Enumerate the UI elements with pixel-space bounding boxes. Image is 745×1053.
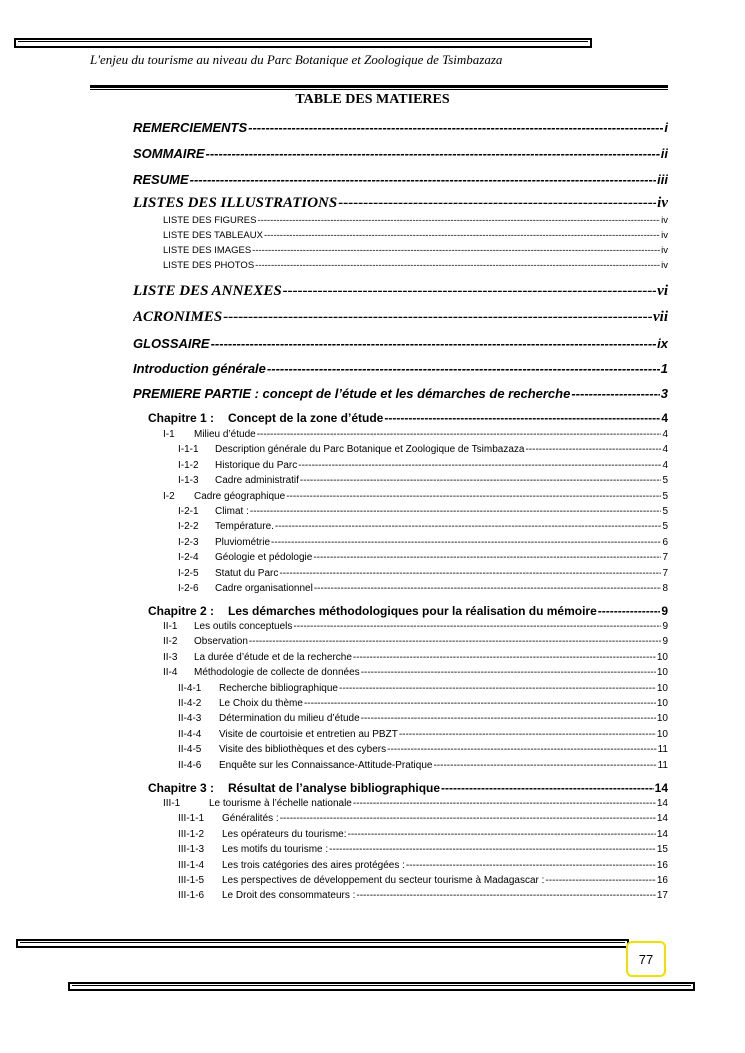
toc-leader (598, 604, 661, 618)
toc-entry-page: iv (661, 245, 668, 256)
toc-entry-number: II-1 (163, 621, 178, 632)
toc-leader (348, 829, 656, 840)
toc-entry-title: LISTE DES PHOTOS (163, 260, 255, 271)
toc-entry-page: vii (653, 309, 668, 325)
toc-entry-title: Les démarches méthodologiques pour la réalisation du mémoire (228, 604, 597, 618)
toc-entry-title: Les perspectives de développement du secteur tourisme à Madagascar : (222, 875, 545, 886)
toc-entry-title: Méthodologie de collecte de données (194, 667, 360, 679)
toc-entry-title: Climat : (215, 506, 249, 517)
toc-leader (249, 636, 662, 647)
toc-leader (248, 120, 663, 135)
toc-entry-number: I-2-2 (178, 521, 199, 533)
toc-entry-images[interactable] (163, 245, 668, 256)
toc-entry[interactable] (163, 429, 668, 440)
toc-entry-page: 14 (656, 813, 668, 825)
toc-leader (433, 760, 656, 771)
toc-entry[interactable] (178, 475, 668, 486)
header-rule-thin (90, 89, 668, 90)
toc-entry-title: Observation (194, 636, 248, 648)
toc-entry-acronimes[interactable] (133, 309, 668, 326)
toc-entry-title: LISTES DES ILLUSTRATIONS (133, 195, 338, 211)
toc-entry-page: 4 (662, 429, 668, 440)
toc-entry-page: 16 (656, 875, 668, 886)
toc-leader (275, 521, 662, 532)
toc-entry-number: III-1-4 (178, 859, 205, 871)
toc-leader (206, 146, 660, 161)
toc-entry-number: I-2-3 (178, 536, 199, 548)
toc-chapter-1[interactable] (148, 411, 668, 425)
toc-entry-page: 11 (657, 759, 668, 771)
page-number: 77 (638, 951, 654, 967)
toc-leader (339, 683, 656, 694)
toc-leader (399, 729, 656, 740)
toc-entry-number: III-1-6 (178, 890, 205, 902)
toc-entry-title: Les opérateurs du tourisme: (222, 828, 347, 840)
toc-entry[interactable] (178, 760, 668, 771)
toc-entry-title: LISTE DES IMAGES (163, 245, 252, 256)
footer-border-bar (16, 939, 629, 948)
toc-entry-title: ACRONIMES (133, 309, 223, 325)
toc-entry-number: II-4-1 (178, 682, 202, 694)
toc-entry-number: I-1-3 (178, 475, 199, 487)
toc-entry-illustrations[interactable] (133, 195, 668, 212)
toc-entry-number: I-1-1 (178, 444, 199, 456)
toc-entry-annexes[interactable] (133, 283, 668, 300)
toc-entry-page: 5 (662, 475, 668, 487)
toc-entry-page: 4 (661, 411, 668, 425)
toc-entry-number: II-4-6 (178, 759, 202, 771)
toc-entry-title: LISTE DES TABLEAUX (163, 230, 263, 241)
toc-entry-premiere-partie[interactable] (133, 386, 668, 401)
toc-entry-page: 1 (660, 361, 668, 376)
toc-entry-number: I-2 (163, 490, 175, 502)
toc-leader (406, 860, 656, 871)
toc-entry-page: 5 (662, 506, 668, 517)
toc-entry-page: 15 (656, 844, 668, 856)
toc-leader (356, 890, 655, 901)
toc-entry[interactable] (163, 667, 668, 678)
toc-entry-page: 11 (657, 744, 668, 756)
toc-title: TABLE DES MATIERES (295, 92, 450, 107)
toc-entry-title: LISTE DES ANNEXES (133, 283, 282, 299)
toc-leader (304, 698, 656, 709)
toc-entry-title: Les motifs du tourisme : (222, 844, 329, 856)
toc-entry-page: 10 (656, 713, 668, 725)
toc-entry-page: iv (661, 230, 668, 241)
toc-chapter-number: Chapitre 3 : (148, 781, 215, 795)
running-header-title: L'enjeu du tourisme au niveau du Parc Botanique et Zoologique de Tsimbazaza (90, 52, 503, 67)
toc-entry-page: vi (657, 283, 668, 299)
toc-entry-sommaire[interactable] (133, 146, 668, 161)
toc-entry-title: LISTE DES FIGURES (163, 215, 257, 226)
toc-entry-page: 14 (656, 798, 668, 809)
toc-entry-photos[interactable] (163, 260, 668, 271)
toc-leader (338, 195, 656, 212)
toc-entry-title: Cadre organisationnel (215, 583, 313, 594)
toc-entry-number: II-2 (163, 636, 178, 648)
toc-leader (387, 744, 656, 755)
toc-leader (329, 844, 656, 855)
toc-entry[interactable] (178, 698, 668, 709)
toc-entry-title: PREMIERE PARTIE : concept de l’étude et les démarches de recherche (133, 386, 571, 401)
toc-entry-title: RESUME (133, 172, 189, 187)
toc-entry-title: Visite des bibliothèques et des cybers (219, 744, 387, 756)
toc-entry[interactable] (163, 652, 668, 663)
toc-entry-tableaux[interactable] (163, 230, 668, 241)
toc-entry-number: III-1 (163, 798, 181, 809)
toc-entry[interactable] (178, 506, 668, 517)
toc-leader (279, 568, 661, 579)
toc-leader (211, 336, 657, 351)
toc-entry-page: ii (660, 146, 668, 161)
toc-leader (267, 361, 660, 376)
toc-entry-page: 4 (662, 444, 668, 456)
toc-leader (314, 583, 662, 594)
toc-entry[interactable] (178, 552, 668, 563)
toc-leader (571, 386, 659, 401)
toc-entry[interactable] (178, 683, 668, 694)
toc-entry-page: 10 (656, 667, 668, 679)
toc-entry-title: Visite de courtoisie et entretien au PBZT (219, 728, 398, 740)
toc-leader (271, 537, 661, 548)
toc-entry-title: Cadre administratif (215, 475, 299, 487)
toc-leader (252, 245, 660, 256)
toc-entry[interactable] (163, 798, 668, 809)
toc-entry-title: Pluviométrie (215, 536, 271, 548)
toc-leader (257, 215, 660, 226)
toc-entry-number: II-4-5 (178, 744, 202, 756)
toc-entry-title: Introduction générale (133, 361, 266, 376)
toc-entry-introduction[interactable] (133, 361, 668, 376)
toc-leader (313, 552, 661, 563)
toc-entry[interactable] (178, 890, 668, 901)
toc-entry-page: iii (657, 172, 668, 187)
toc-entry[interactable] (178, 568, 668, 579)
toc-leader (525, 444, 661, 455)
toc-entry-page: 8 (662, 583, 668, 594)
toc-leader (264, 230, 660, 241)
toc-entry[interactable] (163, 491, 668, 502)
toc-entry[interactable] (178, 583, 668, 594)
header-rule (90, 85, 668, 88)
toc-entry-title: Description générale du Parc Botanique et Zoologique de Tsimbazaza (215, 444, 525, 456)
toc-leader (283, 283, 657, 300)
toc-entry-title: SOMMAIRE (133, 146, 205, 161)
toc-entry-page: 6 (662, 536, 668, 548)
toc-leader (384, 411, 660, 425)
toc-leader (257, 429, 662, 440)
toc-entry-glossaire[interactable] (133, 336, 668, 351)
toc-entry-title: Recherche bibliographique (219, 682, 338, 694)
toc-entry-page: iv (661, 215, 668, 226)
toc-entry-page: 4 (662, 459, 668, 471)
toc-entry-title: Milieu d’étude (194, 429, 256, 440)
toc-entry-number: I-1-2 (178, 459, 199, 471)
toc-entry[interactable] (178, 460, 668, 471)
toc-entry-remerciements[interactable] (133, 120, 668, 135)
toc-entry-page: ix (657, 336, 668, 351)
toc-entry[interactable] (178, 844, 668, 855)
toc-entry[interactable] (178, 813, 668, 824)
top-border-bar (14, 38, 592, 48)
toc-entry-figures[interactable] (163, 215, 668, 226)
toc-entry-title: Détermination du milieu d’étude (219, 713, 360, 725)
toc-entry-number: II-4-3 (178, 713, 202, 725)
toc-entry-number: I-2-5 (178, 567, 199, 579)
toc-entry-page: 9 (661, 604, 668, 618)
toc-entry-title: Concept de la zone d’étude (228, 411, 384, 425)
toc-entry-title: Le Choix du thème (219, 698, 303, 709)
toc-leader (190, 172, 657, 187)
toc-leader (353, 652, 656, 663)
toc-entry-number: II-4-4 (178, 728, 202, 740)
toc-leader (545, 875, 655, 886)
toc-entry-title: Enquête sur les Connaissance-Attitude-Pratique (219, 759, 433, 771)
toc-entry-page: 10 (656, 698, 668, 709)
toc-entry-page: 10 (656, 682, 668, 694)
toc-entry[interactable] (178, 521, 668, 532)
toc-entry-page: 9 (662, 621, 668, 632)
toc-entry-number: III-1-1 (178, 813, 205, 825)
toc-entry-title: Température. (215, 521, 274, 533)
toc-entry[interactable] (178, 713, 668, 724)
toc-leader (223, 309, 652, 326)
toc-entry-title: Résultat de l’analyse bibliographique (228, 781, 441, 795)
toc-leader (298, 460, 661, 471)
toc-entry-title: Le tourisme à l’échelle nationale (209, 798, 352, 809)
toc-entry-page: 16 (656, 859, 668, 871)
toc-entry[interactable] (178, 860, 668, 871)
toc-entry-page: 3 (660, 386, 668, 401)
toc-chapter-2[interactable] (148, 604, 668, 618)
toc-entry-page: 10 (656, 651, 668, 663)
toc-leader (280, 813, 656, 824)
toc-entry-number: II-3 (163, 651, 178, 663)
toc-entry-page: 5 (662, 490, 668, 502)
toc-entry[interactable] (163, 621, 668, 632)
toc-entry-title: Généralités : (222, 813, 279, 825)
toc-entry[interactable] (178, 537, 668, 548)
toc-entry[interactable] (178, 875, 668, 886)
toc-leader (286, 491, 661, 502)
toc-entry-title: La durée d’étude et de la recherche (194, 651, 352, 663)
toc-entry-title: Statut du Parc (215, 567, 279, 579)
toc-chapter-3[interactable] (148, 781, 668, 795)
toc-leader (255, 260, 660, 271)
toc-entry-title: Cadre géographique (194, 490, 286, 502)
toc-leader (361, 713, 656, 724)
toc-entry-page: 17 (656, 890, 668, 902)
toc-entry-page: 10 (656, 728, 668, 740)
toc-entry-number: III-1-5 (178, 875, 205, 886)
toc-entry[interactable] (163, 636, 668, 647)
toc-entry-title: Les trois catégories des aires protégées : (222, 859, 405, 871)
toc-entry-number: I-1 (163, 429, 175, 440)
toc-chapter-number: Chapitre 1 : (148, 411, 215, 425)
toc-entry-page: iv (661, 260, 668, 271)
toc-leader (250, 506, 662, 517)
toc-entry[interactable] (178, 729, 668, 740)
toc-leader (293, 621, 661, 632)
toc-entry-number: II-4 (163, 667, 178, 679)
toc-entry-resume[interactable] (133, 172, 668, 187)
toc-entry-title: Historique du Parc (215, 459, 298, 471)
toc-entry-number: II-4-2 (178, 698, 202, 709)
toc-entry-page: i (664, 120, 668, 135)
footer-bottom-bar (68, 982, 695, 991)
toc-entry-title: GLOSSAIRE (133, 336, 210, 351)
toc-entry[interactable] (178, 744, 668, 755)
toc-entry[interactable] (178, 444, 668, 455)
page-number-box (626, 941, 666, 977)
toc-leader (353, 798, 656, 809)
toc-leader (361, 667, 656, 678)
toc-entry-number: III-1-3 (178, 844, 205, 856)
toc-entry-page: 7 (662, 552, 668, 564)
toc-entry-page: 9 (662, 636, 668, 648)
toc-entry-number: I-2-4 (178, 552, 199, 564)
toc-entry-page: 5 (662, 521, 668, 533)
toc-entry-page: 14 (656, 828, 668, 840)
toc-entry-title: REMERCIEMENTS (133, 120, 248, 135)
toc-entry-page: iv (657, 195, 668, 211)
toc-entry-number: III-1-2 (178, 828, 205, 840)
toc-entry[interactable] (178, 829, 668, 840)
toc-leader (300, 475, 662, 486)
toc-entry-title: Les outils conceptuels (194, 621, 293, 632)
toc-leader (441, 781, 654, 795)
toc-chapter-number: Chapitre 2 : (148, 604, 215, 618)
toc-entry-page: 14 (654, 781, 668, 795)
toc-entry-title: Géologie et pédologie (215, 552, 313, 564)
toc-entry-title: Le Droit des consommateurs : (222, 890, 356, 902)
toc-entry-number: I-2-1 (178, 506, 199, 517)
toc-entry-number: I-2-6 (178, 583, 199, 594)
toc-entry-page: 7 (662, 567, 668, 579)
